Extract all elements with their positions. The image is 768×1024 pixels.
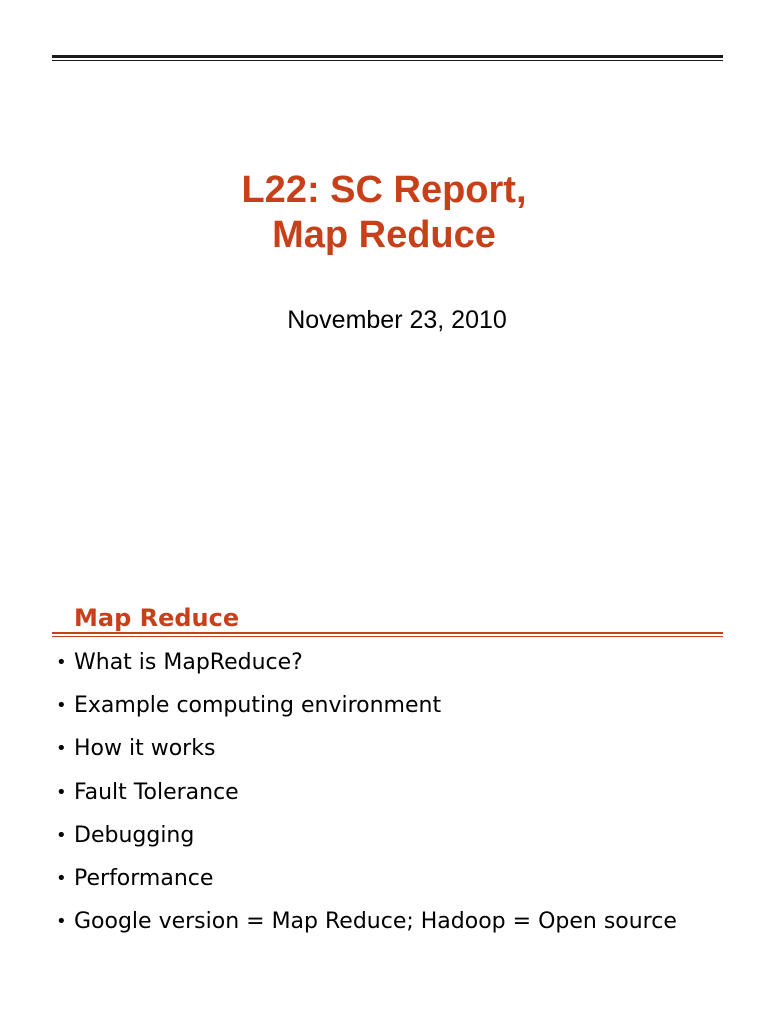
slide-title — [0, 168, 768, 258]
list-item-text: How it works — [74, 736, 216, 762]
top-divider — [52, 55, 723, 58]
list-item-text: Debugging — [74, 822, 195, 848]
list-item-text: Google version = Map Reduce; Hadoop = Open source — [74, 909, 677, 935]
list-item-text: What is MapReduce? — [74, 650, 303, 675]
list-item — [56, 907, 677, 950]
slide-title-line-1: L22: SC Report, — [241, 169, 527, 211]
section-divider — [52, 632, 723, 634]
list-item-text: Fault Tolerance — [74, 779, 239, 805]
bullet-icon: • — [56, 911, 67, 933]
bullet-icon: • — [56, 695, 67, 717]
list-item — [56, 734, 677, 777]
section-heading: Map Reduce — [74, 604, 240, 632]
bullet-list — [56, 648, 677, 950]
list-item — [56, 864, 677, 907]
bullet-icon: • — [56, 824, 67, 846]
list-item-text: Performance — [74, 865, 214, 891]
list-item — [56, 691, 677, 734]
bullet-icon: • — [56, 781, 67, 803]
bullet-icon: • — [56, 738, 67, 760]
slide-date: November 23, 2010 — [287, 306, 507, 334]
bullet-icon: • — [56, 652, 67, 673]
bullet-icon: • — [56, 867, 67, 889]
list-item — [56, 778, 677, 821]
list-item — [56, 648, 677, 691]
list-item-text: Example computing environment — [74, 693, 442, 719]
list-item — [56, 821, 677, 864]
slide-title-line-2: Map Reduce — [272, 214, 496, 256]
